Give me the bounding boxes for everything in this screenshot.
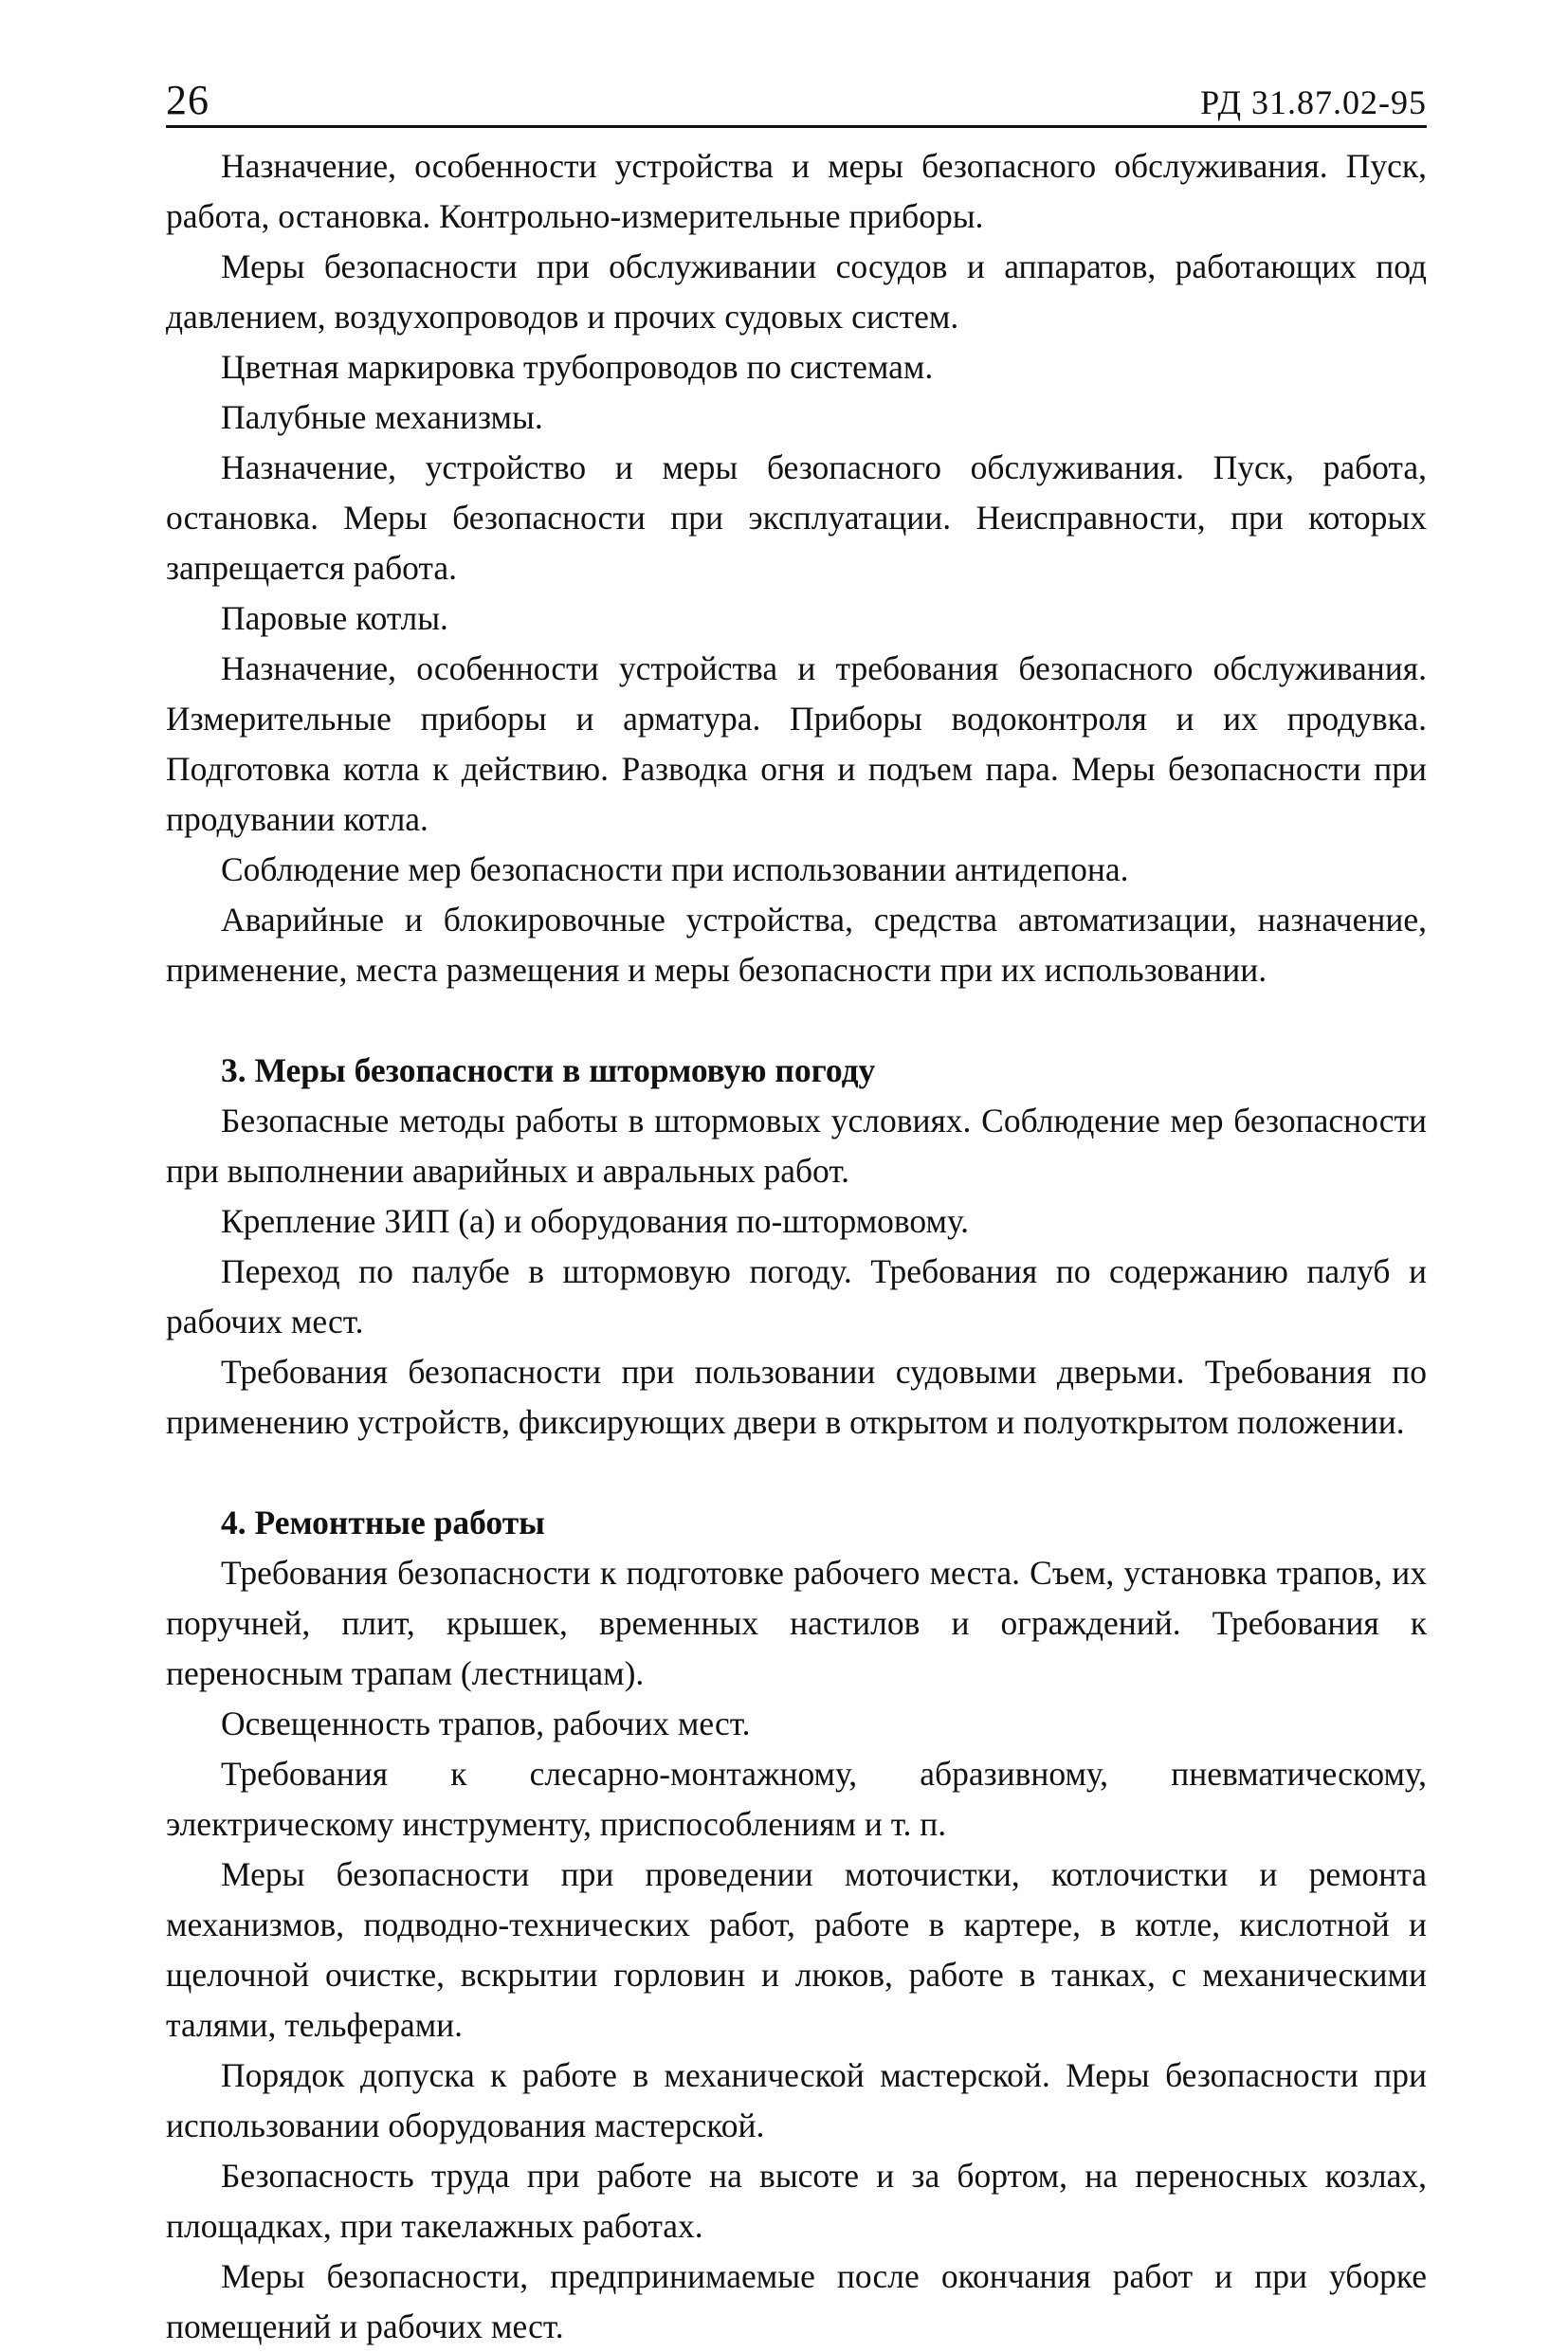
paragraph: Назначение, устройство и меры безопасного обслуживания. Пуск, работа, остановка. Меры безопасности при эксплуатации. Неисправности, при которых запрещается работа. — [166, 448, 1427, 587]
intro-block — [166, 141, 1427, 995]
paragraph: Паровые котлы. — [221, 599, 448, 637]
paragraph: Меры безопасности при проведении моточистки, котлочистки и ремонта механизмов, подводно-технических работ, работе в картере, в котле, кислотной и щелочной очистке, вскрытии горловин и люков, работе в танках, с механическими талями, тельферами. — [166, 1855, 1427, 2044]
page-content — [166, 141, 1427, 2352]
paragraph: Безопасность труда при работе на высоте и за бортом, на переносных козлах, площадках, при такелажных работах. — [166, 2157, 1427, 2245]
paragraph: Требования безопасности к подготовке рабочего места. Съем, установка трапов, их поручней, плит, крышек, временных настилов и ограждений. Требования к переносным трапам (лестницам). — [166, 1554, 1427, 1692]
paragraph: Безопасные методы работы в штормовых условиях. Соблюдение мер безопасности при выполнении аварийных и авральных работ. — [166, 1102, 1427, 1190]
paragraph: Переход по палубе в штормовую погоду. Требования по содержанию палуб и рабочих мест. — [166, 1252, 1427, 1340]
paragraph: Освещенность трапов, рабочих мест. — [221, 1705, 751, 1742]
paragraph: Цветная маркировка трубопроводов по системам. — [221, 348, 934, 386]
section-heading: 3. Меры безопасности в штормовую погоду — [221, 1051, 876, 1089]
paragraph: Меры безопасности при обслуживании сосудов и аппаратов, работающих под давлением, воздухопроводов и прочих судовых систем. — [166, 247, 1427, 336]
paragraph: Порядок допуска к работе в механической мастерской. Меры безопасности при использовании оборудования мастерской. — [166, 2056, 1427, 2144]
paragraph: Требования безопасности при пользовании судовыми дверьми. Требования по применению устройств, фиксирующих двери в открытом и полуоткрытом положении. — [166, 1353, 1427, 1441]
document-page — [166, 66, 1427, 2345]
document-code: РД 31.87.02-95 — [1200, 83, 1427, 121]
paragraph: Назначение, особенности устройства и требования безопасного обслуживания. Измерительные приборы и арматура. Приборы водоконтроля и их продувка. Подготовка котла к действию. Разводка огня и подъем пара. Меры безопасности при продувании котла. — [166, 649, 1427, 838]
paragraph: Аварийные и блокировочные устройства, средства автоматизации, назначение, применение, места размещения и меры безопасности при их использовании. — [166, 901, 1427, 989]
paragraph: Меры безопасности, предпринимаемые после окончания работ и при уборке помещений и рабочих мест. — [166, 2257, 1427, 2345]
paragraph: Назначение, особенности устройства и меры безопасного обслуживания. Пуск, работа, остановка. Контрольно-измерительные приборы. — [166, 147, 1427, 235]
paragraph: Крепление ЗИП (а) и оборудования по-штормовому. — [221, 1202, 970, 1240]
section-heading: 4. Ремонтные работы — [221, 1504, 545, 1541]
paragraph: Палубные механизмы. — [221, 398, 543, 436]
paragraph: Требования к слесарно-монтажному, абразивному, пневматическому, электрическому инструменту, приспособлениям и т. п. — [166, 1755, 1427, 1843]
paragraph: Соблюдение мер безопасности при использовании антидепона. — [221, 850, 1129, 888]
page-header — [166, 66, 1427, 128]
section-storm-safety — [166, 1046, 1427, 1448]
page-number: 26 — [166, 77, 210, 123]
section-repair-works — [166, 1498, 1427, 2352]
